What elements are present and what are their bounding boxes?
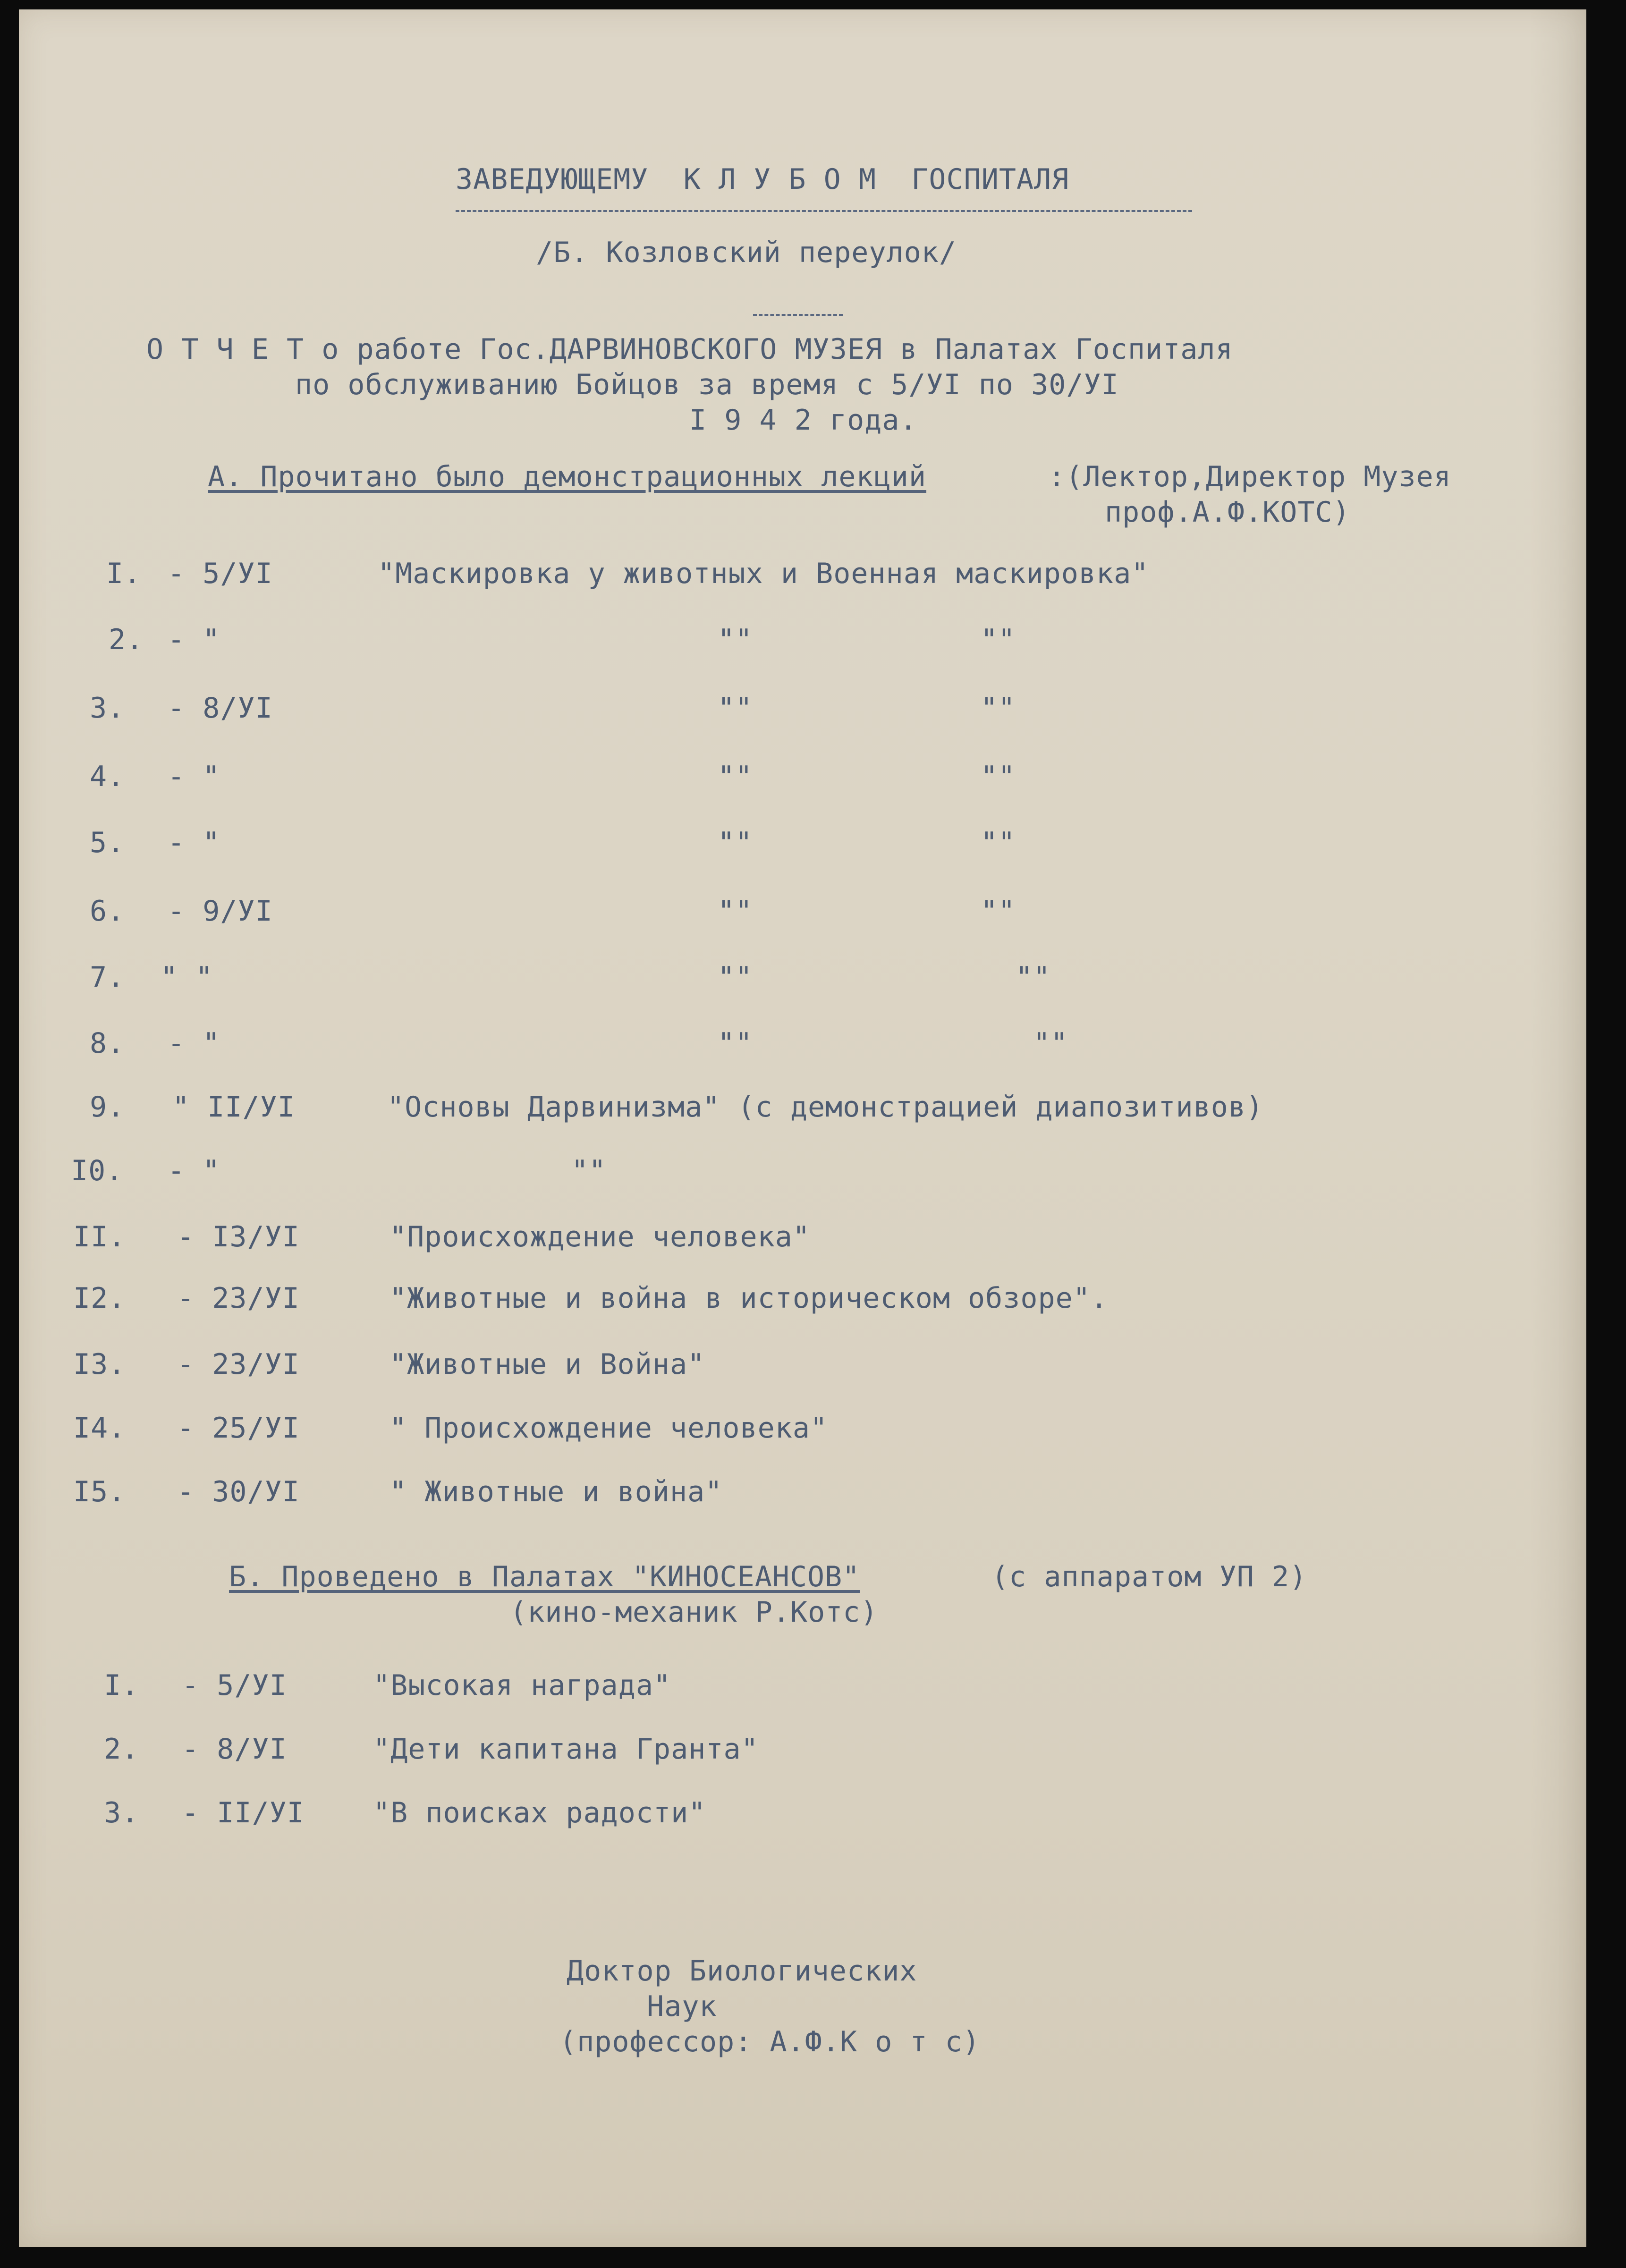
address-line: /Б. Козловский переулок/ <box>536 236 957 269</box>
lecture-item-5-date: - " <box>168 826 220 859</box>
lecture-item-8-title: "" "" <box>718 1027 1068 1060</box>
lecture-item-4-date: - " <box>168 760 220 793</box>
lecture-item-6-num: 6. <box>90 895 125 928</box>
lecture-item-9-date: " II/УI <box>172 1091 295 1124</box>
lecture-item-9-num: 9. <box>90 1091 125 1124</box>
lecture-item-5-num: 5. <box>90 826 125 859</box>
lecture-item-15-title: " Животные и война" <box>390 1475 723 1508</box>
film-item-2-title: "Дети капитана Гранта" <box>373 1733 759 1766</box>
lecture-item-13-num: I3. <box>73 1348 126 1381</box>
lecture-item-9-title: "Основы Дарвинизма" (с демонстрацией диапозитивов) <box>387 1091 1264 1124</box>
lecture-item-1-num: I. <box>106 557 142 590</box>
lecture-item-11-num: II. <box>73 1220 126 1253</box>
lecture-item-3-date: - 8/УI <box>168 692 273 725</box>
lecture-item-14-num: I4. <box>73 1412 126 1445</box>
lecture-item-14-title: " Происхождение человека" <box>390 1412 828 1445</box>
lecture-item-2-num: 2. <box>109 623 144 656</box>
signature-line2: Наук <box>647 1990 717 2023</box>
lecture-item-8-date: - " <box>168 1027 220 1060</box>
lecture-item-6-title: "" "" <box>718 895 1016 928</box>
section-a-heading: А. Прочитано было демонстрационных лекций <box>208 460 927 493</box>
lecture-item-2-date: - " <box>168 623 220 656</box>
film-item-3-num: 3. <box>104 1796 139 1829</box>
lecture-item-15-num: I5. <box>73 1475 126 1508</box>
lecture-item-8-num: 8. <box>90 1027 125 1060</box>
film-item-1-title: "Высокая награда" <box>373 1669 671 1702</box>
lecture-item-14-date: - 25/УI <box>177 1412 300 1445</box>
signature-line3: (профессор: А.Ф.К о т с) <box>559 2025 980 2058</box>
lecture-item-4-title: "" "" <box>718 760 1016 793</box>
film-item-3-date: - II/УI <box>182 1796 305 1829</box>
lecture-item-15-date: - 30/УI <box>177 1475 300 1508</box>
section-b-heading: Б. Проведено в Палатах "КИНОСЕАНСОВ" <box>229 1560 860 1593</box>
lecture-item-12-date: - 23/УI <box>177 1282 300 1315</box>
section-a-lecturer-line2: проф.А.Ф.КОТС) <box>1105 496 1350 529</box>
signature-line1: Доктор Биологических <box>567 1955 917 1988</box>
lecture-item-7-title: "" "" <box>718 961 1051 994</box>
lecture-item-7-num: 7. <box>90 961 125 994</box>
lecture-item-3-num: 3. <box>90 692 125 725</box>
report-heading-line2: по обслуживанию Бойцов за время с 5/УI по 30/УI <box>295 368 1119 401</box>
lecture-item-2-title: "" "" <box>718 623 1016 656</box>
report-heading-line1: О Т Ч Е Т о работе Гос.ДАРВИНОВСКОГО МУЗЕЯ в Палатах Госпиталя <box>146 333 1233 366</box>
report-heading-line3: I 9 4 2 года. <box>689 404 917 437</box>
lecture-item-11-title: "Происхождение человека" <box>390 1220 810 1253</box>
film-item-1-date: - 5/УI <box>182 1669 287 1702</box>
lecture-item-13-date: - 23/УI <box>177 1348 300 1381</box>
short-rule <box>753 314 843 316</box>
lecture-item-1-title: "Маскировка у животных и Военная маскировка" <box>378 557 1149 590</box>
lecture-item-3-title: "" "" <box>718 692 1016 725</box>
lecture-item-10-date: - " <box>168 1154 220 1187</box>
lecture-item-12-title: "Животные и война в историческом обзоре". <box>390 1282 1109 1315</box>
lecture-item-7-date: " " <box>161 961 213 994</box>
section-b-mechanic: (кино-механик Р.Котс) <box>510 1596 878 1629</box>
lecture-item-4-num: 4. <box>90 760 125 793</box>
lecture-item-1-date: - 5/УI <box>168 557 273 590</box>
film-item-3-title: "В поисках радости" <box>373 1796 706 1829</box>
lecture-item-10-num: I0. <box>71 1154 124 1187</box>
title-rule <box>456 210 1192 212</box>
film-item-1-num: I. <box>104 1669 139 1702</box>
film-item-2-date: - 8/УI <box>182 1733 287 1766</box>
lecture-item-10-title: "" <box>571 1154 607 1187</box>
lecture-item-6-date: - 9/УI <box>168 895 273 928</box>
lecture-item-12-num: I2. <box>73 1282 126 1315</box>
section-a-lecturer-line1: :(Лектор,Директор Музея <box>1048 460 1451 493</box>
lecture-item-13-title: "Животные и Война" <box>390 1348 705 1381</box>
lecture-item-5-title: "" "" <box>718 826 1016 859</box>
lecture-item-11-date: - I3/УI <box>177 1220 300 1253</box>
section-b-apparatus: (с аппаратом УП 2) <box>991 1560 1307 1593</box>
film-item-2-num: 2. <box>104 1733 139 1766</box>
addressee-title: ЗАВЕДУЮЩЕМУ К Л У Б О М ГОСПИТАЛЯ <box>456 163 1069 196</box>
paper-sheet <box>19 9 1586 2247</box>
